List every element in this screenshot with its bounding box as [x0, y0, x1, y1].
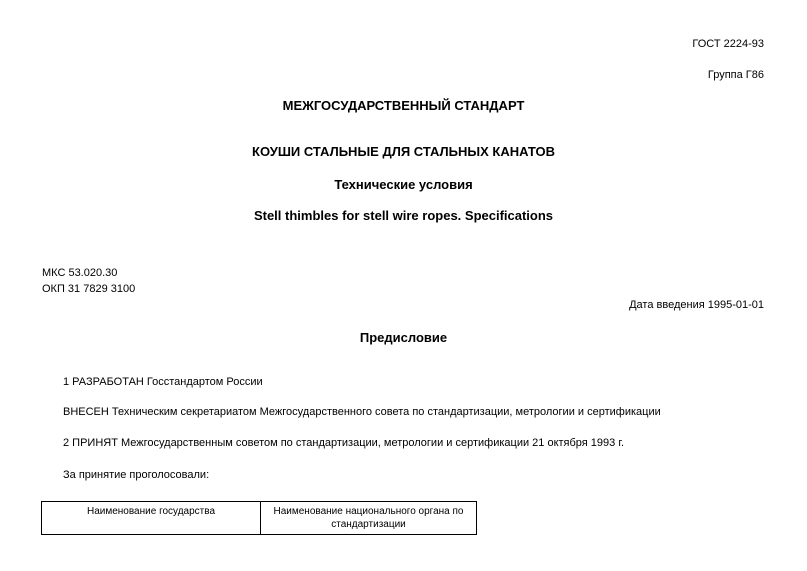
preface-paragraph: 1 РАЗРАБОТАН Госстандартом России — [63, 376, 263, 388]
voting-table — [41, 501, 477, 535]
preface-paragraph: 2 ПРИНЯТ Межгосударственным советом по стандартизации, метрологии и сертификации 21 октября 1993 г. — [63, 437, 625, 449]
document-title: КОУШИ СТАЛЬНЫЕ ДЛЯ СТАЛЬНЫХ КАНАТОВ — [252, 144, 555, 159]
preface-paragraph: ВНЕСЕН Техническим секретариатом Межгосударственного совета по стандартизации, метрологии и сертификации — [63, 406, 661, 418]
preface-paragraph: За принятие проголосовали: — [63, 469, 210, 481]
preface-heading: Предисловие — [359, 330, 448, 345]
column-header-state: Наименование государства — [42, 502, 261, 535]
standard-type-heading: МЕЖГОСУДАРСТВЕННЫЙ СТАНДАРТ — [282, 98, 525, 113]
document-subtitle: Технические условия — [334, 177, 473, 192]
english-title: Stell thimbles for stell wire ropes. Specifications — [253, 208, 554, 223]
mks-code: МКС 53.020.30 — [42, 267, 118, 279]
introduction-date: Дата введения 1995-01-01 — [629, 299, 764, 311]
column-header-standards-body: Наименование национального органа по стандартизации — [261, 502, 477, 535]
classification-group: Группа Г86 — [707, 69, 764, 81]
table-header-row — [42, 502, 477, 535]
okp-code: ОКП 31 7829 3100 — [42, 283, 136, 295]
document-code: ГОСТ 2224-93 — [692, 38, 764, 50]
